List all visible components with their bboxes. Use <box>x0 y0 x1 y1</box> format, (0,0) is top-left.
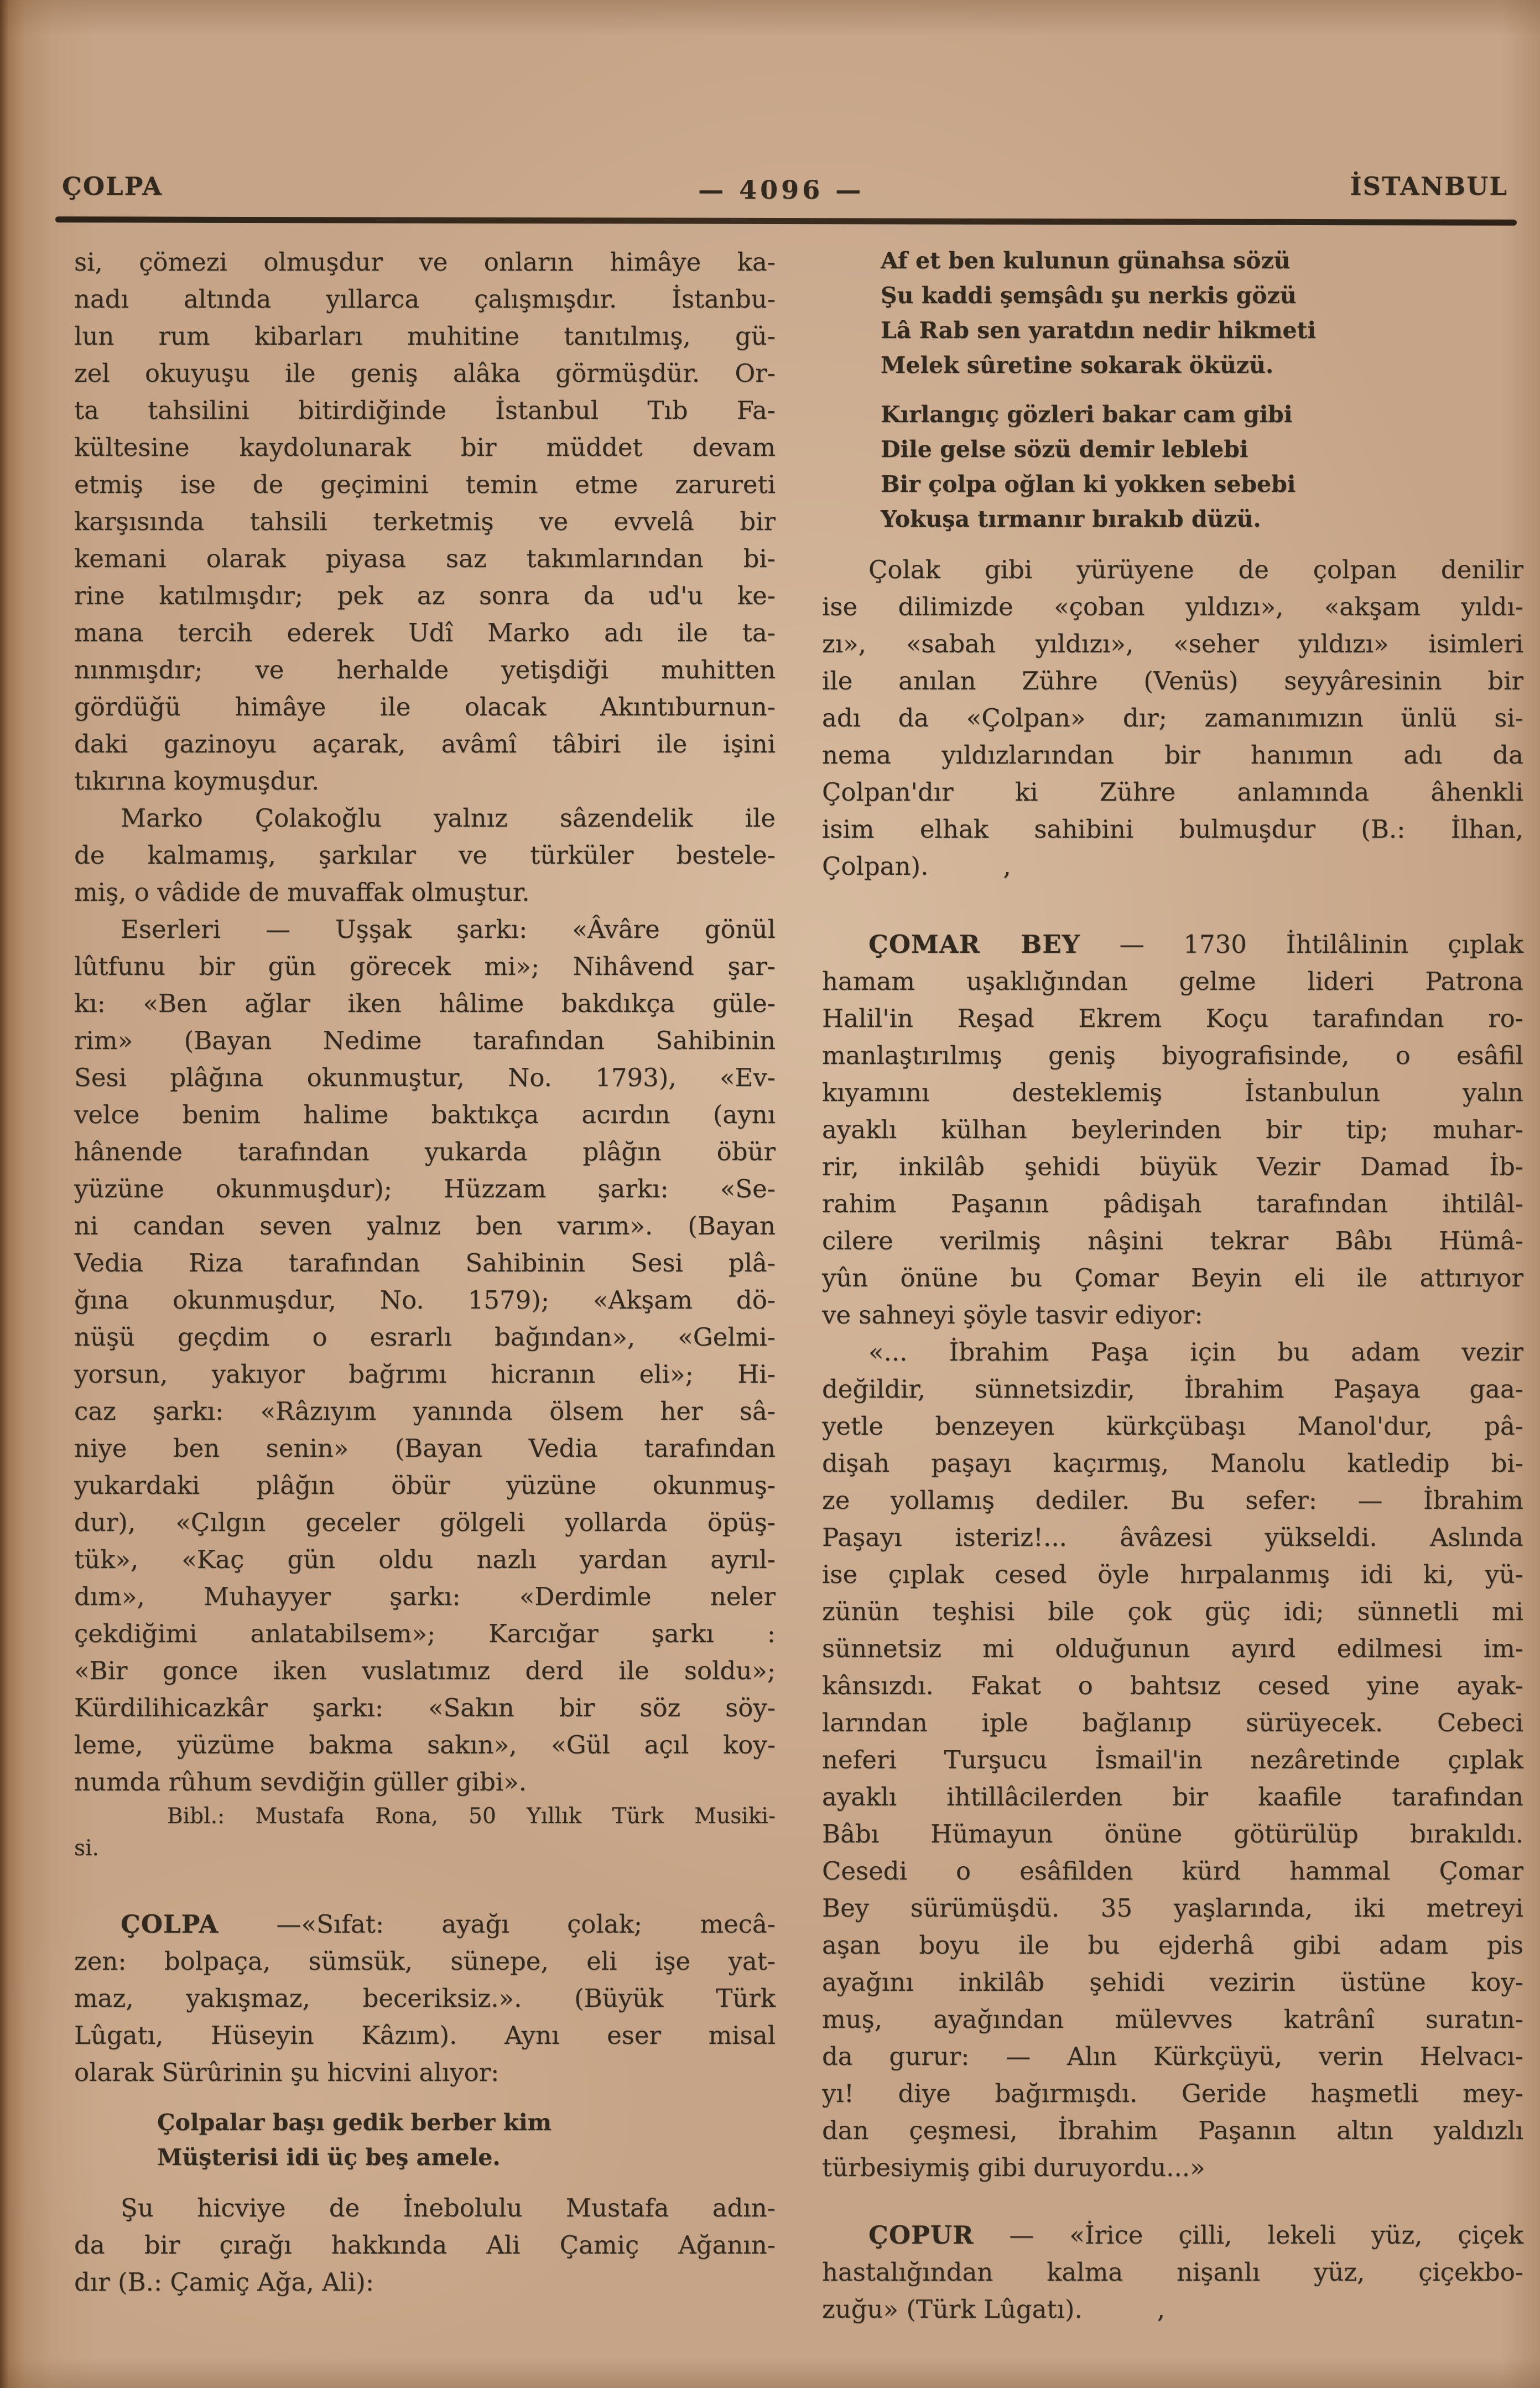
colak-gibi-paragraph-line: adı da «Çolpan» dır; zamanımızın ünlü si- <box>822 703 1523 733</box>
colpalar-couplet-line: Müşterisi idi üç beş amele. <box>157 2144 501 2171</box>
eserleri-paragraph-line: nüşü geçdim o esrarlı bağından», «Gelmi- <box>74 1322 776 1352</box>
af-et-quatrain-line: Melek sûretine sokarak öküzü. <box>881 352 1274 378</box>
comar-bey-entry-line: manlaştırılmış geniş biyografisinde, o esâfil <box>822 1041 1523 1070</box>
marko-colakoglu-paragraph-line: Marko Çolakoğlu yalnız sâzendelik ile <box>121 803 776 833</box>
eserleri-paragraph-line: rim» (Bayan Nedime tarafından Sahibinin <box>74 1026 776 1055</box>
eserleri-paragraph-line: dım», Muhayyer şarkı: «Derdimle neler <box>74 1582 776 1611</box>
colpan-continuation-paragraph-line: kemani olarak piyasa saz takımlarından bi- <box>74 544 776 573</box>
ibrahim-pasa-quote-paragraph-line: ise çıplak cesed öyle hırpalanmış idi ki, yü- <box>822 1560 1523 1589</box>
colpan-continuation-paragraph-line: karşısında tahsili terketmiş ve evvelâ bir <box>74 507 776 536</box>
colpalar-couplet <box>157 2105 776 2175</box>
colak-gibi-paragraph-line: Çolpan). , <box>822 852 1011 881</box>
ibrahim-pasa-quote-paragraph-line: «... İbrahim Paşa için bu adam vezir <box>868 1337 1523 1367</box>
marko-colakoglu-paragraph-line: miş, o vâdide de muvaffak olmuştur. <box>74 878 530 907</box>
ibrahim-pasa-quote-paragraph-line: ayaklı ihtillâcilerden bir kaafile tarafından <box>822 1782 1523 1811</box>
kirlangic-quatrain-line: Bir çolpa oğlan ki yokken sebebi <box>881 471 1296 497</box>
comar-bey-entry-line: hamam uşaklığından gelme lideri Patrona <box>822 967 1523 996</box>
kirlangic-quatrain <box>881 397 1523 537</box>
eserleri-paragraph-line: numda rûhum sevdiğin güller gibi». <box>74 1767 527 1797</box>
comar-bey-entry-line: yûn önüne bu Çomar Beyin eli ile attırıyor <box>822 1263 1523 1292</box>
colak-gibi-paragraph-line: Çolpan'dır ki Zühre anlamında âhenkli <box>822 777 1523 807</box>
eserleri-paragraph-line: velce benim halime baktıkça acırdın (aynı <box>74 1100 776 1129</box>
colpan-continuation-paragraph-line: mana tercih ederek Udî Marko adı ile ta- <box>74 618 776 647</box>
entry-headword: ÇOPUR <box>868 2220 974 2250</box>
ibrahim-pasa-quote-paragraph-line: yı! diye bağırmışdı. Geride haşmetli mey- <box>822 2079 1523 2108</box>
eserleri-paragraph-line: Sesi plâğına okunmuştur, No. 1793), «Ev- <box>74 1063 776 1092</box>
colpan-continuation-paragraph-line: si, çömezi olmuşdur ve onların himâye ka- <box>74 247 776 277</box>
ibrahim-pasa-quote-paragraph-line: ze yollamış dediler. Bu sefer: — İbrahim <box>822 1486 1523 1515</box>
marko-colakoglu-paragraph <box>74 800 776 911</box>
colpa-entry-line: olarak Sürûrinin şu hicvini alıyor: <box>74 2058 500 2087</box>
header-catchword-left: ÇOLPA <box>62 172 163 201</box>
colpan-continuation-paragraph-line: kültesine kaydolunarak bir müddet devam <box>74 433 776 462</box>
comar-bey-entry-line: cilere verilmiş nâşini tekrar Bâbı Hümâ- <box>822 1226 1523 1255</box>
eserleri-paragraph-line: tük», «Kaç gün oldu nazlı yardan ayrıl- <box>74 1545 776 1574</box>
su-hicviye-paragraph-line: da bir çırağı hakkında Ali Çamiç Ağanın- <box>74 2230 776 2260</box>
eserleri-paragraph-line: çekdiğimi anlatabilsem»; Karcığar şarkı : <box>74 1619 776 1648</box>
kirlangic-quatrain-line: Kırlangıç gözleri bakar cam gibi <box>881 401 1293 428</box>
colpan-continuation-paragraph-line: daki gazinoyu açarak, avâmî tâbiri ile işini <box>74 729 776 759</box>
left-column <box>74 243 776 2301</box>
copur-entry <box>822 2216 1523 2328</box>
ibrahim-pasa-quote-paragraph-line: da gurur: — Alın Kürkçüyü, verin Helvacı- <box>822 2042 1523 2071</box>
ibrahim-pasa-quote-paragraph <box>822 1333 1523 2186</box>
colpa-entry-line: maz, yakışmaz, beceriksiz.». (Büyük Türk <box>74 1984 776 2013</box>
af-et-quatrain <box>881 243 1523 383</box>
colpa-entry-line: Lûgatı, Hüseyin Kâzım). Aynı eser misal <box>74 2021 776 2050</box>
eserleri-paragraph-line: ğına okunmuşdur, No. 1579); «Akşam dö- <box>74 1285 776 1315</box>
ibrahim-pasa-quote-paragraph-line: sünnetsiz mi olduğunun ayırd edilmesi im- <box>822 1634 1523 1663</box>
ibrahim-pasa-quote-paragraph-line: Bâbı Hümayun önüne götürülüp bırakıldı. <box>822 1819 1523 1849</box>
ibrahim-pasa-quote-paragraph-line: aşan boyu ile bu ejderhâ gibi adam pis <box>822 1930 1523 1960</box>
eserleri-paragraph-line: «Bir gonce iken vuslatımız derd ile soldu»; <box>74 1656 776 1685</box>
su-hicviye-paragraph <box>74 2189 776 2301</box>
eserleri-paragraph-line: dur), «Çılgın geceler gölgeli yollarda öpüş- <box>74 1508 776 1537</box>
eserleri-paragraph-line: yorsun, yakıyor bağrımı hicranın eli»; Hi- <box>74 1359 776 1389</box>
entry-headword: ÇOMAR BEY <box>868 930 1080 959</box>
colpan-continuation-paragraph-line: nadı altında yıllarca çalışmışdır. İstanbu- <box>74 284 776 314</box>
colak-gibi-paragraph-line: Çolak gibi yürüyene de çolpan denilir <box>868 555 1523 584</box>
eserleri-paragraph-line: hânende tarafından yukarda plâğın öbür <box>74 1137 776 1166</box>
colpan-continuation-paragraph-line: tıkırına koymuşdur. <box>74 766 320 796</box>
eserleri-paragraph-line: kı: «Ben ağlar iken hâlime bakdıkça güle- <box>74 989 776 1018</box>
eserleri-paragraph-line: Kürdilihicazkâr şarkı: «Sakın bir söz söy- <box>74 1693 776 1722</box>
comar-bey-entry-line: rahim Paşanın pâdişah tarafından ihtilâl- <box>822 1189 1523 1218</box>
page-header <box>62 172 1508 207</box>
marko-colakoglu-paragraph-line: de kalmamış, şarkılar ve türküler bestele- <box>74 840 776 870</box>
comar-bey-entry-line: rir, inkilâb şehidi büyük Vezir Damad İb- <box>822 1152 1523 1181</box>
comar-bey-entry-line: kıyamını desteklemiş İstanbulun yalın <box>822 1078 1523 1107</box>
colpan-continuation-paragraph-line: nınmışdır; ve herhalde yetişdiği muhitten <box>74 655 776 684</box>
colpa-entry-line: ÇOLPA —«Sıfat: ayağı çolak; mecâ- <box>121 1909 776 1939</box>
ibrahim-pasa-quote-paragraph-line: Bey sürümüşdü. 35 yaşlarında, iki metreyi <box>822 1893 1523 1923</box>
bibliography-note <box>74 1800 776 1865</box>
copur-entry-line: ÇOPUR — «İrice çilli, lekeli yüz, çiçek <box>868 2220 1523 2250</box>
colak-gibi-paragraph-line: ile anılan Zühre (Venüs) seyyâresinin bir <box>822 666 1523 695</box>
colpa-entry <box>74 1906 776 2091</box>
colak-gibi-paragraph <box>822 551 1523 885</box>
eserleri-paragraph-line: Eserleri — Uşşak şarkı: «Âvâre gönül <box>121 915 776 944</box>
header-page-number: — 4096 — <box>698 175 865 205</box>
ibrahim-pasa-quote-paragraph-line: dan çeşmesi, İbrahim Paşanın altın yaldızlı <box>822 2116 1523 2145</box>
colpan-continuation-paragraph-line: etmiş ise de geçimini temin etme zarureti <box>74 470 776 499</box>
entry-headword: ÇOLPA <box>121 1909 219 1939</box>
colpan-continuation-paragraph-line: gördüğü himâye ile olacak Akıntıburnun- <box>74 692 776 721</box>
af-et-quatrain-line: Şu kaddi şemşâdı şu nerkis gözü <box>881 282 1297 309</box>
eserleri-paragraph-line: yüzüne okunmuşdur); Hüzzam şarkı: «Se- <box>74 1174 776 1203</box>
kirlangic-quatrain-line: Dile gelse sözü demir leblebi <box>881 436 1248 463</box>
ibrahim-pasa-quote-paragraph-line: türbesiymiş gibi duruyordu...» <box>822 2153 1205 2182</box>
eserleri-paragraph-line: yukardaki plâğın öbür yüzüne okunmuş- <box>74 1471 776 1500</box>
copur-entry-line: zuğu» (Türk Lûgatı). , <box>822 2294 1166 2324</box>
comar-bey-entry-line: Halil'in Reşad Ekrem Koçu tarafından ro- <box>822 1004 1523 1033</box>
eserleri-paragraph-line: leme, yüzüme bakma sakın», «Gül açıl koy- <box>74 1730 776 1759</box>
ibrahim-pasa-quote-paragraph-line: kânsızdı. Fakat o bahtsız cesed yine ayak- <box>822 1671 1523 1700</box>
af-et-quatrain-line: Lâ Rab sen yaratdın nedir hikmeti <box>881 317 1317 344</box>
eserleri-paragraph-line: lûtfunu bir gün görecek mi»; Nihâvend şar- <box>74 952 776 981</box>
ibrahim-pasa-quote-paragraph-line: dişah paşayı kaçırmış, Manolu katledip bi- <box>822 1449 1523 1478</box>
kirlangic-quatrain-line: Yokuşa tırmanır bırakıb düzü. <box>881 506 1261 532</box>
colpan-continuation-paragraph-line: zel okuyuşu ile geniş alâka görmüşdür. Or- <box>74 359 776 388</box>
eserleri-paragraph-line: caz şarkı: «Râzıyım yanında ölsem her sâ- <box>74 1397 776 1426</box>
ibrahim-pasa-quote-paragraph-line: muş, ayağından mülevves katrânî suratın- <box>822 2005 1523 2034</box>
eserleri-paragraph <box>74 911 776 1800</box>
colak-gibi-paragraph-line: zı», «sabah yıldızı», «seher yıldızı» isimleri <box>822 629 1523 658</box>
su-hicviye-paragraph-line: dır (B.: Çamiç Ağa, Ali): <box>74 2267 374 2297</box>
colpan-continuation-paragraph-line: lun rum kibarları muhitine tanıtılmış, gü- <box>74 321 776 351</box>
bibliography-note-line: si. <box>74 1836 99 1861</box>
ibrahim-pasa-quote-paragraph-line: zünün teşhisi bile çok güç idi; sünnetli mi <box>822 1597 1523 1626</box>
ibrahim-pasa-quote-paragraph-line: neferi Turşucu İsmail'in nezâretinde çıplak <box>822 1745 1523 1774</box>
copur-entry-line: hastalığından kalma nişanlı yüz, çiçekbo- <box>822 2257 1523 2287</box>
comar-bey-entry-line: ÇOMAR BEY — 1730 İhtilâlinin çıplak <box>868 930 1523 959</box>
bibliography-note-line: Bibl.: Mustafa Rona, 50 Yıllık Türk Musiki- <box>167 1804 776 1829</box>
comar-bey-entry <box>822 926 1523 1333</box>
ibrahim-pasa-quote-paragraph-line: larından iple bağlanıp sürüyecek. Cebeci <box>822 1708 1523 1737</box>
colak-gibi-paragraph-line: isim elhak sahibini bulmuşdur (B.: İlhan, <box>822 814 1523 844</box>
colpan-continuation-paragraph <box>74 243 776 800</box>
su-hicviye-paragraph-line: Şu hicviye de İnebolulu Mustafa adın- <box>121 2193 776 2223</box>
colpan-continuation-paragraph-line: rine katılmışdır; pek az sonra da ud'u ke- <box>74 581 776 610</box>
colpan-continuation-paragraph-line: ta tahsilini bitirdiğinde İstanbul Tıb Fa- <box>74 396 776 425</box>
comar-bey-entry-line: ayaklı külhan beylerinden bir tip; muhar- <box>822 1115 1523 1144</box>
ibrahim-pasa-quote-paragraph-line: Cesedi o esâfilden kürd hammal Çomar <box>822 1856 1523 1886</box>
colak-gibi-paragraph-line: ise dilimizde «çoban yıldızı», «akşam yıldı- <box>822 592 1523 621</box>
right-column <box>822 243 1523 2328</box>
colak-gibi-paragraph-line: nema yıldızlarından bir hanımın adı da <box>822 740 1523 770</box>
header-running-title: İSTANBUL <box>1350 172 1508 201</box>
eserleri-paragraph-line: niye ben senin» (Bayan Vedia tarafından <box>74 1434 776 1463</box>
ibrahim-pasa-quote-paragraph-line: ayağını inkilâb şehidi vezirin üstüne koy- <box>822 1967 1523 1997</box>
eserleri-paragraph-line: ni candan seven yalnız ben varım». (Bayan <box>74 1211 776 1240</box>
ibrahim-pasa-quote-paragraph-line: yetle benzeyen kürkçübaşı Manol'dur, pâ- <box>822 1411 1523 1441</box>
af-et-quatrain-line: Af et ben kulunun günahsa sözü <box>881 247 1291 274</box>
ibrahim-pasa-quote-paragraph-line: değildir, sünnetsizdir, İbrahim Paşaya gaa- <box>822 1374 1523 1404</box>
ibrahim-pasa-quote-paragraph-line: Paşayı isteriz!... âvâzesi yükseldi. Aslında <box>822 1523 1523 1552</box>
colpa-entry-line: zen: bolpaça, sümsük, sünepe, eli işe yat- <box>74 1946 776 1976</box>
colpalar-couplet-line: Çolpalar başı gedik berber kim <box>157 2109 552 2136</box>
eserleri-paragraph-line: Vedia Riza tarafından Sahibinin Sesi plâ- <box>74 1248 776 1278</box>
comar-bey-entry-line: ve sahneyi şöyle tasvir ediyor: <box>822 1300 1203 1330</box>
header-rule <box>55 216 1517 226</box>
